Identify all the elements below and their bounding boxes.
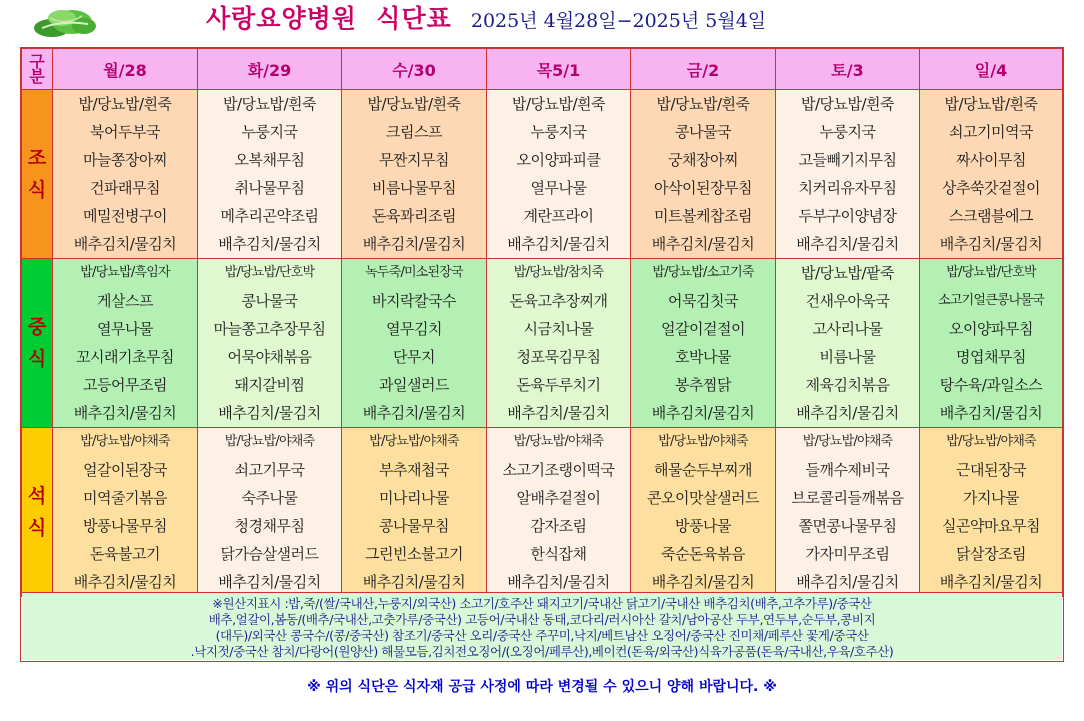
menu-cell	[342, 259, 487, 428]
menu-item: 배추김치/물김치	[651, 573, 755, 591]
menu-cell	[487, 259, 631, 428]
menu-item: 방풍나물	[675, 517, 731, 535]
menu-item: 꼬시래기초무침	[76, 348, 174, 366]
menu-item: 게살스프	[97, 292, 153, 310]
menu-item: 밥/당뇨밥/야채죽	[513, 434, 604, 449]
origin-note-line: ※원산지표시 :밥,죽/(쌀/국내산,누룽지/외국산) 소고기/호주산 돼지고기/국내산 닭고기/국내산 배추김치(배추,고추가루)/중국산	[212, 596, 872, 611]
menu-item: 밥/당뇨밥/흰죽	[800, 95, 895, 113]
menu-item: 밥/당뇨밥/야채죽	[802, 434, 893, 449]
meal-row	[22, 428, 1063, 597]
menu-item: 쇠고기무국	[234, 461, 305, 479]
menu-item: 마늘쫑장아찌	[83, 151, 167, 169]
menu-item: 배추김치/물김치	[362, 235, 466, 253]
menu-item: 배추김치/물김치	[651, 404, 755, 422]
menu-period: 2025년 4월28일−2025년 5월4일	[470, 10, 767, 32]
menu-cell	[920, 90, 1063, 259]
menu-item: 고등어무조림	[83, 376, 167, 394]
menu-item: 배추김치/물김치	[218, 573, 321, 591]
menu-cell	[631, 90, 776, 259]
hospital-menu-title: 사랑요양병원 식단표	[206, 4, 452, 33]
menu-item: 돈육꽈리조림	[372, 207, 456, 225]
menu-item: 돈육고추장찌개	[509, 292, 608, 310]
menu-item: 해물순두부찌개	[654, 461, 752, 479]
menu-item: 밥/당뇨밥/흰죽	[511, 95, 606, 113]
gubun-label: 구분	[29, 52, 45, 86]
menu-item: 열무김치	[386, 320, 442, 338]
menu-item: 녹두죽/미소된장국	[365, 265, 463, 280]
menu-item: 오이양파무침	[949, 320, 1033, 338]
meal-label	[22, 259, 53, 428]
menu-item: 명엽채무침	[956, 348, 1026, 366]
menu-item: 콩나물국	[241, 292, 298, 310]
menu-item: 누룽지국	[530, 123, 587, 141]
meal-row	[22, 90, 1063, 259]
menu-item: 바지락칼국수	[372, 292, 456, 310]
menu-item: 배추김치/물김치	[362, 404, 466, 422]
menu-item: 미트볼케찹조림	[654, 207, 752, 225]
menu-item: 배추김치/물김치	[939, 404, 1043, 422]
menu-item: 밥/당뇨밥/야채죽	[946, 434, 1036, 449]
menu-item: 배추김치/물김치	[218, 404, 321, 422]
menu-item: 밥/당뇨밥/단호박	[946, 265, 1036, 280]
day-header-wed: 수/30	[342, 49, 487, 90]
menu-item: 밥/당뇨밥/야채죽	[224, 434, 315, 449]
menu-item: 쇠고기미역국	[949, 123, 1033, 141]
gubun-header	[22, 49, 53, 90]
menu-cell	[920, 259, 1063, 428]
menu-item: 누룽지국	[241, 123, 298, 141]
menu-item: 짜사이무침	[956, 151, 1026, 169]
menu-cell	[198, 90, 342, 259]
menu-item: 콘오이맛살샐러드	[647, 489, 759, 507]
menu-item: 계란프라이	[523, 207, 594, 225]
menu-item: 건새우아욱국	[805, 292, 890, 310]
menu-cell	[631, 259, 776, 428]
menu-item: 돈육두루치기	[516, 376, 601, 394]
meal-label	[22, 90, 53, 259]
menu-item: 열무나물	[530, 179, 587, 197]
menu-item: 메추리곤약조림	[220, 207, 319, 225]
origin-note-line: 배추,얼갈이,봄동/(배추/국내산,고춧가루/중국산) 고등어/국내산 동태,코다리/러시아산 갈치/남아공산 두부,연두부,순두부,콩비지	[208, 612, 876, 627]
menu-item: 열무나물	[97, 320, 153, 338]
menu-item: 배추김치/물김치	[507, 404, 610, 422]
menu-cell	[487, 428, 631, 597]
day-header-thu: 목5/1	[487, 49, 631, 90]
origin-note-line: .낙지젓/중국산 참치/다랑어(원양산) 해물모듬,김치전오징어/(오징어/페루산),베이컨(돈육/외국산)식육가공품(돈육/국내산,우육/호주산)	[190, 644, 894, 659]
menu-item: 소고기얼큰콩나물국	[938, 293, 1044, 308]
menu-item: 두부구이양념장	[798, 207, 897, 225]
menu-table	[21, 48, 1063, 597]
menu-item: 북어두부국	[90, 123, 160, 141]
menu-item: 가자미무조림	[805, 545, 890, 563]
menu-item: 배추김치/물김치	[218, 235, 321, 253]
menu-item: 부추재첩국	[379, 461, 449, 479]
menu-item: 고사리나물	[812, 320, 883, 338]
meal-label	[22, 428, 53, 597]
menu-item: 아삭이된장무침	[654, 179, 752, 197]
menu-item: 무짠지무침	[379, 151, 449, 169]
menu-item: 얼갈이된장국	[83, 461, 167, 479]
menu-cell	[53, 259, 198, 428]
menu-item: 단무지	[393, 348, 435, 366]
page-title	[206, 2, 766, 40]
menu-item: 밥/당뇨밥/흰죽	[656, 95, 750, 113]
day-header-fri: 금/2	[631, 49, 776, 90]
origin-note-line: (대두)/외국산 콩국수/(콩/중국산) 참조기/중국산 오리/중국산 주꾸미,낙지/베트남산 오징어/중국산 진미채/페루산 꽃게/중국산	[215, 628, 869, 643]
menu-item: 밥/당뇨밥/야채죽	[369, 434, 459, 449]
day-header-mon: 월/28	[53, 49, 198, 90]
menu-item: 닭살장조림	[956, 545, 1026, 563]
menu-item: 감자조림	[530, 517, 587, 535]
menu-item: 돈육불고기	[90, 545, 160, 563]
menu-cell	[53, 90, 198, 259]
menu-item: 배추김치/물김치	[73, 235, 177, 253]
menu-cell	[487, 90, 631, 259]
menu-item: 밥/당뇨밥/야채죽	[658, 434, 748, 449]
menu-item: 봉추찜닭	[675, 376, 731, 394]
menu-item: 과일샐러드	[379, 376, 449, 394]
lettuce-logo-icon	[32, 4, 98, 40]
menu-item: 배추김치/물김치	[651, 235, 755, 253]
menu-cell	[342, 428, 487, 597]
menu-item: 상추쑥갓겉절이	[942, 179, 1040, 197]
menu-item: 한식잡채	[530, 545, 587, 563]
menu-item: 알배추겉절이	[516, 489, 601, 507]
menu-item: 콩나물무침	[379, 517, 449, 535]
menu-item: 청경채무침	[234, 517, 305, 535]
menu-item: 가지나물	[963, 489, 1019, 507]
menu-item: 배추김치/물김치	[507, 235, 610, 253]
menu-cell	[198, 428, 342, 597]
menu-item: 죽순돈육볶음	[661, 545, 745, 563]
menu-item: 호박나물	[675, 348, 731, 366]
meal-row	[22, 259, 1063, 428]
menu-item: 실곤약마요무침	[942, 517, 1040, 535]
menu-item: 크림스프	[386, 123, 442, 141]
menu-item: 닭가슴살샐러드	[220, 545, 319, 563]
menu-item: 마늘쫑고추장무침	[213, 320, 326, 338]
meal-label-text: 조식	[27, 147, 47, 201]
menu-item: 배추김치/물김치	[362, 573, 466, 591]
meal-label-text: 석식	[27, 485, 47, 539]
menu-item: 밥/당뇨밥/흰죽	[78, 95, 172, 113]
menu-item: 배추김치/물김치	[73, 404, 177, 422]
menu-item: 탕수육/과일소스	[939, 376, 1043, 394]
menu-item: 밥/당뇨밥/흰죽	[222, 95, 317, 113]
menu-item: 건파래무침	[90, 179, 160, 197]
menu-item: 스크램블에그	[949, 207, 1033, 225]
menu-cell	[776, 90, 920, 259]
menu-item: 비름나물무침	[372, 179, 456, 197]
menu-cell	[198, 259, 342, 428]
menu-item: 고들빼기지무침	[798, 151, 897, 169]
menu-item: 밥/당뇨밥/참치죽	[513, 265, 604, 280]
menu-item: 숙주나물	[241, 489, 298, 507]
menu-item: 방풍나물무침	[83, 517, 167, 535]
menu-item: 밥/당뇨밥/흑임자	[80, 265, 170, 280]
menu-item: 밥/당뇨밥/단호박	[224, 265, 315, 280]
day-header-tue: 화/29	[198, 49, 342, 90]
menu-item: 미나리나물	[379, 489, 449, 507]
menu-item: 배추김치/물김치	[73, 573, 177, 591]
menu-item: 배추김치/물김치	[796, 404, 899, 422]
menu-item: 배추김치/물김치	[939, 573, 1043, 591]
menu-item: 브로콜리들깨볶음	[791, 489, 904, 507]
menu-item: 어묵김칫국	[668, 292, 738, 310]
menu-item: 시금치나물	[523, 320, 594, 338]
menu-item: 밥/당뇨밥/흰죽	[944, 95, 1038, 113]
menu-cell	[53, 428, 198, 597]
menu-item: 배추김치/물김치	[939, 235, 1043, 253]
menu-item: 배추김치/물김치	[796, 235, 899, 253]
footer-notice: ※ 위의 식단은 식자재 공급 사정에 따라 변경될 수 있으니 양해 바랍니다. ※	[307, 679, 777, 695]
day-header-row	[22, 49, 1063, 90]
menu-item: 밥/당뇨밥/팥죽	[800, 264, 895, 282]
menu-cell	[776, 428, 920, 597]
menu-item: 들깨수제비국	[805, 461, 890, 479]
origin-note	[22, 592, 1062, 660]
menu-item: 콩나물국	[675, 123, 731, 141]
menu-item: 밥/당뇨밥/소고기죽	[652, 265, 754, 280]
menu-item: 배추김치/물김치	[796, 573, 899, 591]
menu-item: 돼지갈비찜	[234, 376, 305, 394]
menu-item: 얼갈이겉절이	[661, 320, 745, 338]
menu-item: 어묵야채볶음	[227, 348, 312, 366]
menu-item: 오이양파피클	[516, 151, 601, 169]
menu-cell	[776, 259, 920, 428]
menu-item: 밥/당뇨밥/야채죽	[80, 434, 170, 449]
menu-item: 그린빈소불고기	[365, 545, 463, 563]
menu-item: 치커리유자무침	[798, 179, 897, 197]
menu-item: 배추김치/물김치	[507, 573, 610, 591]
menu-item: 오복채무침	[234, 151, 305, 169]
menu-item: 청포묵김무침	[516, 348, 601, 366]
menu-item: 근대된장국	[956, 461, 1026, 479]
day-header-sun: 일/4	[920, 49, 1063, 90]
menu-item: 취나물무침	[234, 179, 305, 197]
menu-cell	[920, 428, 1063, 597]
meal-label-text: 중식	[27, 316, 47, 370]
menu-item: 비름나물	[819, 348, 876, 366]
menu-item: 밥/당뇨밥/흰죽	[367, 95, 461, 113]
menu-item: 쫄면콩나물무침	[798, 517, 897, 535]
menu-item: 소고기조랭이떡국	[502, 461, 615, 479]
menu-item: 궁채장아찌	[668, 151, 738, 169]
menu-item: 미역줄기볶음	[83, 489, 167, 507]
menu-item: 메밀전병구이	[83, 207, 167, 225]
menu-item: 제육김치볶음	[805, 376, 890, 394]
day-header-sat: 토/3	[776, 49, 920, 90]
menu-cell	[631, 428, 776, 597]
menu-item: 누룽지국	[819, 123, 876, 141]
menu-cell	[342, 90, 487, 259]
